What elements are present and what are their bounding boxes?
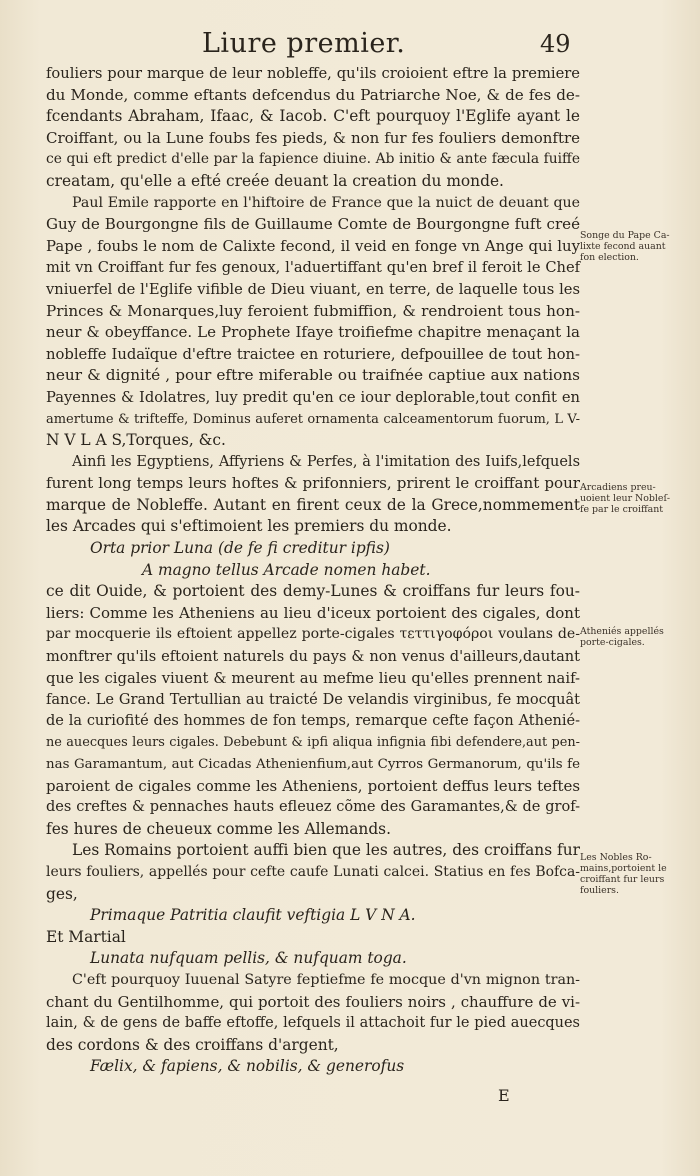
text-line: fance. Le Grand Tertullian au traicté De velandis virginibus, fe mocquât [46, 691, 580, 709]
verse-line: Orta prior Luna (de fe fi creditur ipfis) [90, 539, 390, 558]
text-line: fes hures de cheueux comme les Allemands. [46, 819, 391, 838]
text-line: ne auecques leurs cigales. Debebunt & ipfi aliqua infignia fibi defendere,aut pen- [46, 735, 580, 751]
text-line: mit vn Croiffant fur fes genoux, l'aduertiffant qu'en bref il feroit le Chef [46, 259, 580, 277]
verse-line: Lunata nufquam pellis, & nufquam toga. [90, 949, 407, 968]
text-line: Croiffant, ou la Lune foubs fes pieds, & non fur fes fouliers demonftre [46, 128, 580, 147]
text-line: leurs fouliers, appellés pour cefte caufe Lunati calcei. Statius en fes Bofca- [46, 863, 580, 880]
text-line: ges, [46, 884, 78, 903]
text-line: ce qui eft predict d'elle par la fapience diuine. Ab initio & ante fæcula fuiffe [46, 151, 580, 168]
text-line: Les Romains portoient auffi bien que les autres, des croiffans fur [72, 841, 580, 860]
page-number: 49 [540, 30, 571, 58]
text-line: Pape , foubs le nom de Calixte fecond, il veid en fonge vn Ange qui luy [46, 236, 580, 255]
main-text [46, 63, 580, 1078]
verse-line: Primaque Patritia claufit veftigia L V N A. [90, 906, 416, 925]
text-line: que les cigales viuent & meurent au mefme lieu qu'elles prennent naif- [46, 669, 580, 687]
text-line: fcendants Abraham, Ifaac, & Iacob. C'eft pourquoy l'Eglife ayant le [46, 107, 580, 126]
text-line: du Monde, comme eftants defcendus du Patriarche Noe, & de fes de- [46, 85, 580, 104]
text-line: les Arcades qui s'eftimoient les premiers du monde. [46, 517, 452, 536]
text-line: par mocquerie ils eftoient appellez porte-cigales τεττιγοφόροι voulans de- [46, 626, 580, 643]
text-line: des cordons & des croiffans d'argent, [46, 1035, 339, 1054]
text-line: de la curiofité des hommes de fon temps, remarque cefte façon Athenié- [46, 712, 580, 729]
text-line: Et Martial [46, 927, 126, 946]
text-line: liers: Comme les Atheniens au lieu d'iceux portoient des cigales, dont [46, 603, 580, 622]
catchword: E [498, 1086, 510, 1105]
text-line: neur & dignité , pour eftre miferable ou traifnée captiue aux nations [46, 366, 580, 385]
page-header [0, 26, 700, 66]
text-line: nobleffe Iudaïque d'eftre traictee en roturiere, defpouillee de tout hon- [46, 345, 580, 363]
margin-note: Arcadiens preu- uoient leur Nobleſ- fe par le croiffant [580, 482, 671, 515]
text-line: nas Garamantum, aut Cicadas Athenienfium,aut Cyrros Germanorum, qu'ils fe [46, 757, 580, 772]
text-line: lain, & de gens de baffe eftoffe, lefquels il attachoit fur le pied auecques [46, 1015, 580, 1032]
text-line: C'eft pourquoy Iuuenal Satyre feptiefme fe mocque d'vn mignon tran- [72, 971, 580, 988]
text-line: Ainfi les Egyptiens, Affyriens & Perfes, à l'imitation des Iuifs,lefquels [72, 453, 580, 470]
text-line: des creftes & pennaches hauts efleuez cõme des Garamantes,& de grof- [46, 799, 580, 816]
margin-note: Songe du Pape Ca- lixte fecond auant fon election. [580, 230, 670, 263]
running-head: Liure premier. [202, 28, 406, 59]
verse-line: Fælix, & fapiens, & nobilis, & generofus [90, 1057, 405, 1076]
text-line: Princes & Monarques,luy feroient fubmiffion, & rendroient tous hon- [46, 301, 580, 320]
text-line: neur & obeyffance. Le Prophete Ifaye troifiefme chapitre menaçant la [46, 323, 580, 342]
text-line: furent long temps leurs hoftes & prifonniers, prirent le croiffant pour [46, 474, 580, 493]
text-line: amertume & trifteffe, Dominus auferet ornamenta calceamentorum fuorum, L V- [46, 411, 580, 427]
text-line: creatam, qu'elle a efté creée deuant la creation du monde. [46, 171, 504, 190]
text-line: vniuerfel de l'Eglife vifible de Dieu viuant, en terre, de laquelle tous les [46, 280, 580, 298]
text-line: Paul Emile rapporte en l'hiftoire de France que la nuict de deuant que [72, 194, 580, 211]
text-line: fouliers pour marque de leur nobleffe, qu'ils croioient eftre la premiere [46, 65, 580, 82]
text-line: N V L A S,Torques, &c. [46, 431, 226, 450]
verse-line: A magno tellus Arcade nomen habet. [142, 560, 431, 579]
text-line: marque de Nobleffe. Autant en firent ceux de la Grece,nommement [46, 495, 580, 514]
margin-note: Les Nobles Ro- mains,portoient le croiffant fur leurs fouliers. [580, 852, 667, 896]
text-line: Guy de Bourgongne fils de Guillaume Comte de Bourgongne fuft creé [46, 215, 580, 234]
text-line: ce dit Ouide, & portoient des demy-Lunes & croiffans fur leurs fou- [46, 582, 580, 601]
text-line: chant du Gentilhomme, qui portoit des fouliers noirs , chauffure de vi- [46, 992, 580, 1011]
text-line: paroient de cigales comme les Atheniens, portoient deffus leurs teftes [46, 776, 580, 795]
text-line: monftrer qu'ils eftoient naturels du pays & non venus d'ailleurs,dautant [46, 648, 580, 666]
text-line: Payennes & Idolatres, luy predit qu'en ce iour deplorable,tout confit en [46, 388, 580, 406]
margin-note: Atheniés appellés porte-cigales. [580, 626, 664, 648]
